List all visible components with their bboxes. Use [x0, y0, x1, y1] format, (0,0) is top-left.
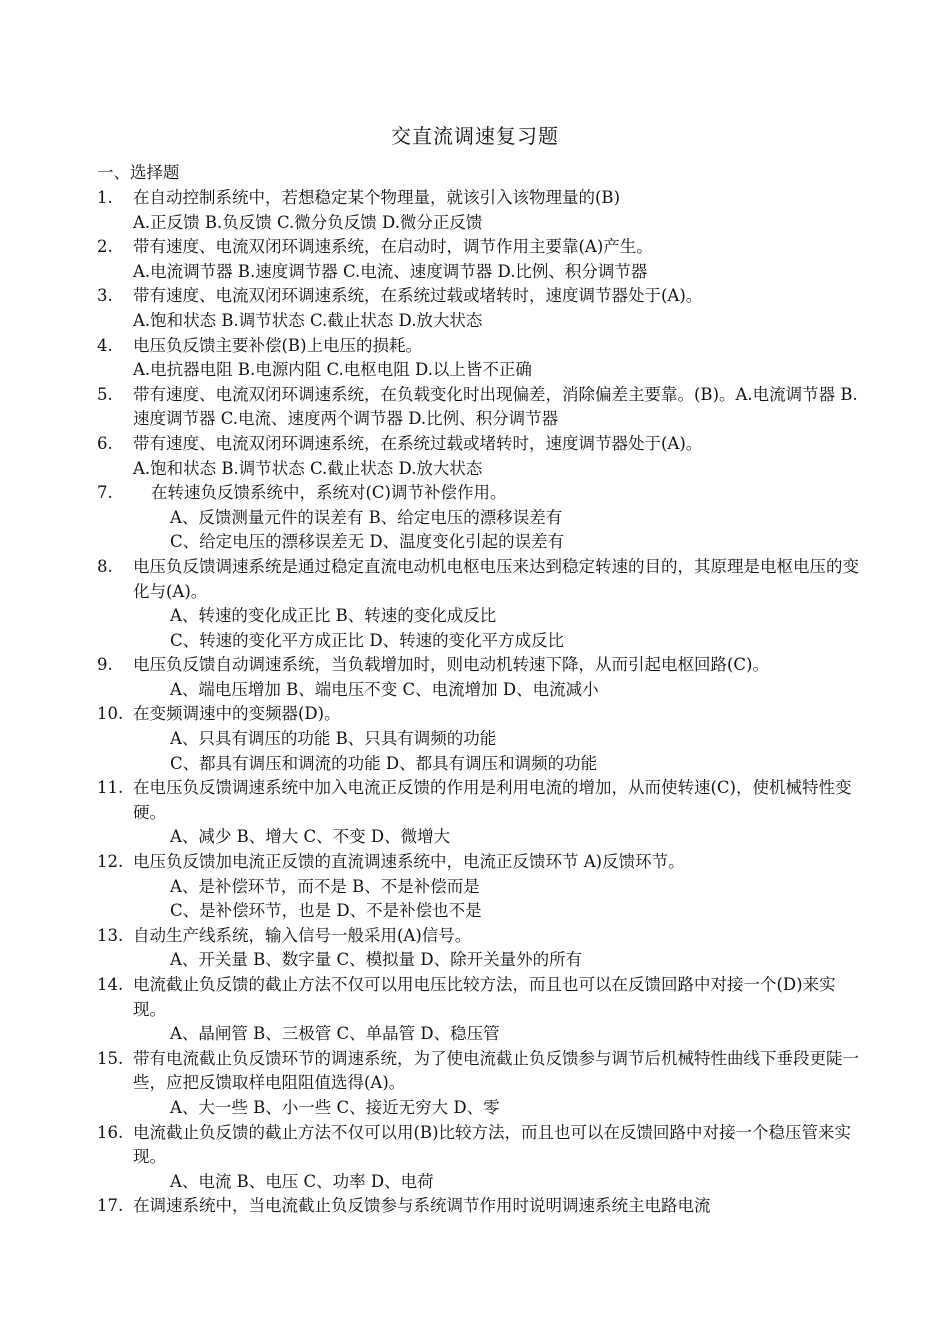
question-item — [97, 481, 867, 555]
question-options: A、电流 B、电压 C、功率 D、电荷 — [170, 1171, 434, 1191]
question-options: A.饱和状态 B.调节状态 C.截止状态 D.放大状态 — [133, 458, 483, 478]
question-options: C、给定电压的漂移误差无 D、温度变化引起的误差有 — [170, 532, 565, 552]
question-number: 8. — [97, 556, 113, 576]
question-stem: 电压负反馈调速系统是通过稳定直流电动机电枢电压来达到稳定转速的目的，其原理是电枢电压的变化与(A)。 — [133, 556, 859, 601]
question-stem: 电压负反馈主要补偿(B)上电压的损耗。 — [133, 335, 422, 355]
question-item — [97, 924, 867, 973]
question-item — [97, 432, 867, 481]
question-options: A、晶闸管 B、三极管 C、单晶管 D、稳压管 — [170, 1024, 500, 1044]
question-stem: 电流截止负反馈的截止方法不仅可以用(B)比较方法，而且也可以在反馈回路中对接一个稳压管来实现。 — [133, 1122, 851, 1167]
section-heading: 一、选择题 — [97, 163, 180, 182]
question-item — [97, 653, 867, 702]
question-options: A、大一些 B、小一些 C、接近无穷大 D、零 — [170, 1097, 500, 1117]
question-stem: 在转速负反馈系统中，系统对(C)调节补偿作用。 — [151, 483, 507, 503]
question-item — [97, 702, 867, 776]
question-stem: 在电压负反馈调速系统中加入电流正反馈的作用是利用电流的增加，从而使转速(C)，使机械特性变硬。 — [133, 778, 852, 822]
question-options: C、是补偿环节，也是 D、不是补偿也不是 — [170, 901, 482, 921]
question-number: 4. — [97, 335, 113, 355]
question-options: A.饱和状态 B.调节状态 C.截止状态 D.放大状态 — [133, 310, 483, 330]
question-options: A、转速的变化成正比 B、转速的变化成反比 — [170, 606, 497, 626]
question-item — [97, 973, 867, 1047]
question-item — [97, 776, 867, 850]
question-number: 11. — [97, 778, 124, 798]
question-number: 15. — [97, 1048, 124, 1068]
question-number: 14. — [97, 975, 124, 994]
question-number: 5. — [97, 384, 113, 404]
question-stem: 带有速度、电流双闭环调速系统，在系统过载或堵转时，速度调节器处于(A)。 — [133, 433, 703, 453]
question-options: A、减少 B、增大 C、不变 D、微增大 — [170, 827, 451, 847]
question-stem: 带有速度、电流双闭环调速系统，在系统过载或堵转时，速度调节器处于(A)。 — [133, 286, 703, 306]
question-stem: 电压负反馈加电流正反馈的直流调速系统中，电流正反馈环节 A)反馈环节。 — [133, 852, 685, 872]
question-stem: 电流截止负反馈的截止方法不仅可以用电压比较方法，而且也可以在反馈回路中对接一个(D)来实现。 — [133, 975, 836, 1019]
question-options: C、都具有调压和调流的功能 D、都具有调压和调频的功能 — [170, 753, 598, 773]
question-item — [97, 555, 867, 653]
question-stem: 带有速度、电流双闭环调速系统，在负载变化时出现偏差，消除偏差主要靠。(B)。A.电流调节器 B.速度调节器 C.电流、速度两个调节器 D.比例、积分调节器 — [133, 384, 858, 429]
question-number: 3. — [97, 286, 113, 306]
question-item — [97, 1047, 867, 1121]
question-options: A、反馈测量元件的误差有 B、给定电压的漂移误差有 — [170, 507, 563, 527]
question-number: 12. — [97, 852, 124, 872]
question-options: A.电抗器电阻 B.电源内阻 C.电枢电阻 D.以上皆不正确 — [133, 360, 532, 380]
question-item — [97, 235, 867, 284]
question-options: A.正反馈 B.负反馈 C.微分负反馈 D.微分正反馈 — [133, 212, 483, 232]
question-stem: 自动生产线系统，输入信号一般采用(A)信号。 — [133, 925, 472, 945]
question-stem: 电压负反馈自动调速系统，当负载增加时，则电动机转速下降，从而引起电枢回路(C)。 — [133, 655, 769, 675]
question-number: 9. — [97, 655, 113, 675]
question-options: A、是补偿环节，而不是 B、不是补偿而是 — [170, 876, 480, 896]
question-options: A、只具有调压的功能 B、只具有调频的功能 — [170, 729, 497, 749]
question-stem: 在调速系统中，当电流截止负反馈参与系统调节作用时说明调速系统主电路电流 — [133, 1196, 711, 1216]
question-item — [97, 383, 867, 432]
question-item — [97, 1121, 867, 1195]
question-number: 7. — [97, 483, 113, 503]
question-options: C、转速的变化平方成正比 D、转速的变化平方成反比 — [170, 630, 565, 650]
question-item — [97, 284, 867, 333]
question-item — [97, 334, 867, 383]
question-item — [97, 186, 867, 235]
question-list — [97, 186, 867, 1219]
question-number: 17. — [97, 1196, 124, 1216]
question-stem: 带有电流截止负反馈环节的调速系统，为了使电流截止负反馈参与调节后机械特性曲线下垂段更陡一些，应把反馈取样电阻阻值选得(A)。 — [133, 1048, 859, 1093]
question-number: 10. — [97, 704, 124, 724]
question-item — [97, 1194, 867, 1219]
question-number: 16. — [97, 1122, 124, 1142]
question-number: 6. — [97, 433, 113, 453]
question-number: 2. — [97, 237, 113, 257]
question-options: A、端电压增加 B、端电压不变 C、电流增加 D、电流减小 — [170, 679, 599, 699]
question-options: A、开关量 B、数字量 C、模拟量 D、除开关量外的所有 — [170, 950, 583, 970]
question-stem: 带有速度、电流双闭环调速系统，在启动时，调节作用主要靠(A)产生。 — [133, 237, 653, 257]
question-item — [97, 850, 867, 924]
question-stem: 在变频调速中的变频器(D)。 — [133, 704, 341, 724]
document-title: 交直流调速复习题 — [391, 124, 559, 148]
question-number: 1. — [97, 188, 113, 207]
question-number: 13. — [97, 925, 124, 945]
question-options: A.电流调节器 B.速度调节器 C.电流、速度调节器 D.比例、积分调节器 — [133, 261, 648, 281]
question-stem: 在自动控制系统中，若想稳定某个物理量，就该引入该物理量的(B) — [133, 188, 620, 207]
